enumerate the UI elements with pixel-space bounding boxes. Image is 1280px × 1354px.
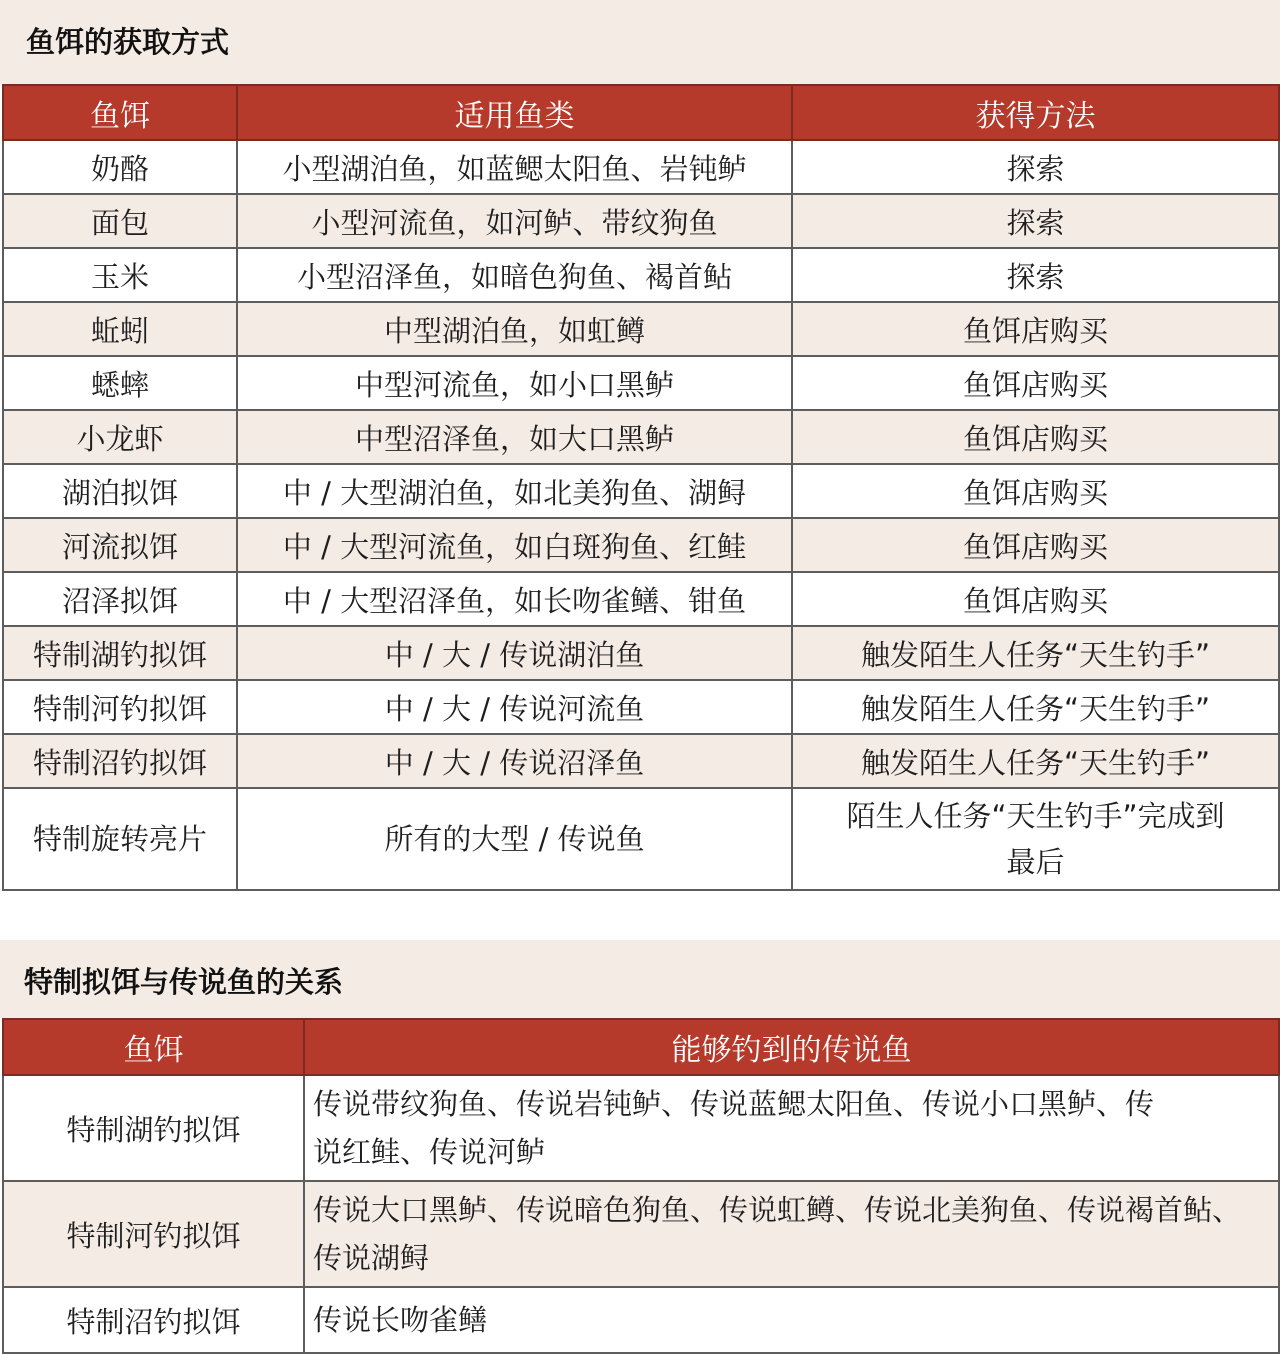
- table-row: [3, 1181, 1279, 1287]
- cell-fish-line: 传说长吻雀鳝: [313, 1303, 488, 1337]
- cell-fish-line: 传说带纹狗鱼、传说岩钝鲈、传说蓝鳃太阳鱼、传说小口黑鲈、传: [313, 1087, 1155, 1121]
- bait-acquisition-table: [2, 84, 1280, 891]
- table-row: [3, 464, 1279, 518]
- table-row: [3, 626, 1279, 680]
- cell-fish: 小型沼泽鱼，如暗色狗鱼、褐首鲇: [237, 248, 792, 302]
- cell-fish: 中型沼泽鱼，如大口黑鲈: [237, 410, 792, 464]
- table-header-row: [3, 85, 1279, 140]
- table-row: [3, 248, 1279, 302]
- table-row: [3, 356, 1279, 410]
- cell-method: 探索: [792, 140, 1279, 194]
- table-row: [3, 140, 1279, 194]
- cell-method: 鱼饵店购买: [792, 356, 1279, 410]
- cell-legendary-fish: [304, 1075, 1279, 1181]
- cell-fish-line: 传说大口黑鲈、传说暗色狗鱼、传说虹鳟、传说北美狗鱼、传说褐首鲇、: [313, 1193, 1242, 1227]
- table-row: [3, 302, 1279, 356]
- cell-method: 探索: [792, 194, 1279, 248]
- table-row: [3, 572, 1279, 626]
- cell-method-line: 陌生人任务“天生钓手”完成到: [846, 799, 1225, 833]
- table-row: [3, 518, 1279, 572]
- cell-bait: 特制湖钓拟饵: [3, 1075, 304, 1181]
- cell-fish: 中 / 大 / 传说沼泽鱼: [237, 734, 792, 788]
- cell-fish: 中型湖泊鱼，如虹鳟: [237, 302, 792, 356]
- cell-bait: 特制湖钓拟饵: [3, 626, 237, 680]
- cell-bait: 面包: [3, 194, 237, 248]
- cell-method-line: 最后: [1006, 845, 1065, 879]
- cell-bait: 特制沼钓拟饵: [3, 1287, 304, 1353]
- cell-method: 鱼饵店购买: [792, 464, 1279, 518]
- table-row: [3, 734, 1279, 788]
- section-divider: [0, 918, 1280, 940]
- table-row: [3, 680, 1279, 734]
- cell-method: 触发陌生人任务“天生钓手”: [792, 680, 1279, 734]
- table-row: [3, 410, 1279, 464]
- table-row: [3, 1287, 1279, 1353]
- cell-fish: 中 / 大型河流鱼，如白斑狗鱼、红鲑: [237, 518, 792, 572]
- cell-fish: 中 / 大型湖泊鱼，如北美狗鱼、湖鲟: [237, 464, 792, 518]
- header-legendary-fish: 能够钓到的传说鱼: [304, 1019, 1279, 1075]
- cell-method: 鱼饵店购买: [792, 572, 1279, 626]
- cell-bait: 特制旋转亮片: [3, 788, 237, 890]
- cell-legendary-fish: [304, 1181, 1279, 1287]
- section-title-special-lure-legendary: 特制拟饵与传说鱼的关系: [0, 940, 1280, 1018]
- cell-fish-line: 传说湖鲟: [313, 1241, 430, 1275]
- cell-bait: 湖泊拟饵: [3, 464, 237, 518]
- cell-bait: 特制河钓拟饵: [3, 1181, 304, 1287]
- cell-fish: 中型河流鱼，如小口黑鲈: [237, 356, 792, 410]
- cell-fish: 中 / 大 / 传说湖泊鱼: [237, 626, 792, 680]
- header-method: 获得方法: [792, 85, 1279, 140]
- cell-method: 鱼饵店购买: [792, 518, 1279, 572]
- cell-bait: 玉米: [3, 248, 237, 302]
- legendary-fish-table: [2, 1018, 1280, 1354]
- cell-fish-line: 说红鲑、传说河鲈: [313, 1135, 546, 1169]
- cell-bait: 特制河钓拟饵: [3, 680, 237, 734]
- cell-method: 触发陌生人任务“天生钓手”: [792, 626, 1279, 680]
- section-title-bait-acquisition: 鱼饵的获取方式: [0, 0, 1280, 84]
- header-bait: 鱼饵: [3, 1019, 304, 1075]
- cell-method: 探索: [792, 248, 1279, 302]
- header-fish: 适用鱼类: [237, 85, 792, 140]
- cell-fish: 小型河流鱼，如河鲈、带纹狗鱼: [237, 194, 792, 248]
- cell-bait: 特制沼钓拟饵: [3, 734, 237, 788]
- cell-legendary-fish: [304, 1287, 1279, 1353]
- table-header-row: [3, 1019, 1279, 1075]
- cell-fish: 中 / 大 / 传说河流鱼: [237, 680, 792, 734]
- cell-bait: 奶酪: [3, 140, 237, 194]
- table-row: [3, 788, 1279, 890]
- cell-bait: 小龙虾: [3, 410, 237, 464]
- cell-method: 鱼饵店购买: [792, 302, 1279, 356]
- cell-method: 鱼饵店购买: [792, 410, 1279, 464]
- cell-method: 触发陌生人任务“天生钓手”: [792, 734, 1279, 788]
- cell-fish: 中 / 大型沼泽鱼，如长吻雀鳝、钳鱼: [237, 572, 792, 626]
- cell-fish: 所有的大型 / 传说鱼: [237, 788, 792, 890]
- cell-fish: 小型湖泊鱼，如蓝鳃太阳鱼、岩钝鲈: [237, 140, 792, 194]
- table-row: [3, 1075, 1279, 1181]
- cell-bait: 蚯蚓: [3, 302, 237, 356]
- cell-method: [792, 788, 1279, 890]
- header-bait: 鱼饵: [3, 85, 237, 140]
- cell-bait: 河流拟饵: [3, 518, 237, 572]
- cell-bait: 沼泽拟饵: [3, 572, 237, 626]
- cell-bait: 蟋蟀: [3, 356, 237, 410]
- table-row: [3, 194, 1279, 248]
